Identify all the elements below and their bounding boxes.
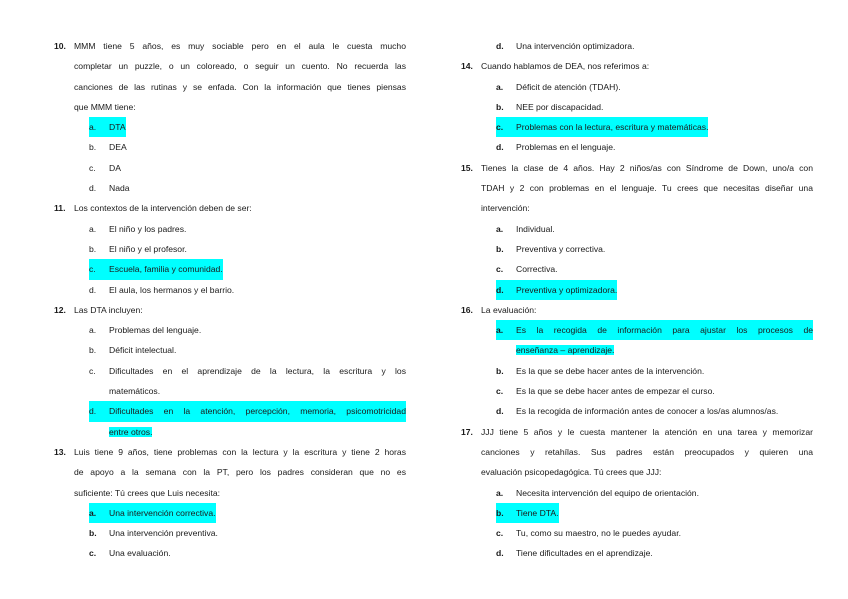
option-letter: d. xyxy=(496,548,504,559)
option-letter: d. xyxy=(496,284,504,295)
option-text-continued: matemáticos. xyxy=(109,386,161,397)
left-column xyxy=(54,36,406,564)
question-10 xyxy=(54,36,406,56)
option-text: El niño y el profesor. xyxy=(109,243,187,254)
option-letter: d. xyxy=(89,183,97,194)
question-text: La evaluación: xyxy=(481,304,537,315)
option-letter: c. xyxy=(89,365,96,376)
option-letter: b. xyxy=(496,365,504,376)
option-text: El aula, los hermanos y el barrio. xyxy=(109,284,235,295)
question-11 xyxy=(54,198,406,218)
option-letter: d. xyxy=(496,406,504,417)
question-text-line: suficiente: Tú crees que Luis necesita: xyxy=(74,487,221,498)
option-letter: c. xyxy=(496,264,504,275)
answer-option-d[interactable] xyxy=(461,36,813,56)
answer-option-b[interactable] xyxy=(54,137,406,157)
answer-option-b[interactable] xyxy=(461,503,813,523)
answer-highlight xyxy=(496,117,708,137)
option-text: Una intervención preventiva. xyxy=(109,528,218,539)
answer-option-d[interactable] xyxy=(54,280,406,300)
option-letter: c. xyxy=(496,122,504,133)
answer-option-b[interactable] xyxy=(54,239,406,259)
option-text: Escuela, familia y comunidad. xyxy=(109,264,223,275)
answer-option-a[interactable] xyxy=(461,219,813,239)
answer-option-b[interactable] xyxy=(54,340,406,360)
option-letter: b. xyxy=(496,101,504,112)
question-13 xyxy=(54,442,406,462)
option-letter: c. xyxy=(496,386,504,397)
option-text: Correctiva. xyxy=(516,264,558,275)
option-text: Es la recogida de información para ajustar los procesos de xyxy=(516,325,813,336)
answer-option-c[interactable] xyxy=(461,523,813,543)
question-number: 16. xyxy=(461,304,473,315)
option-letter: c. xyxy=(496,528,504,539)
question-text-line: canciones de las rutinas y se enfada. Con la información que tienes piensas xyxy=(74,81,406,92)
option-letter: b. xyxy=(89,345,97,356)
answer-option-b[interactable] xyxy=(461,361,813,381)
option-letter: a. xyxy=(496,223,504,234)
question-number: 12. xyxy=(54,304,66,315)
option-text: DEA xyxy=(109,142,127,153)
option-text: Tiene DTA. xyxy=(516,507,559,518)
option-letter: a. xyxy=(89,223,97,234)
answer-option-a[interactable] xyxy=(54,117,406,137)
question-text-line: JJJ tiene 5 años y le cuesta mantener la atención en una tarea y memorizar xyxy=(481,426,813,437)
answer-option-d[interactable] xyxy=(54,401,406,421)
option-letter: b. xyxy=(89,142,97,153)
option-letter: b. xyxy=(89,243,97,254)
option-letter: a. xyxy=(496,487,504,498)
right-column xyxy=(461,36,813,564)
answer-highlight xyxy=(496,280,617,300)
option-letter: b. xyxy=(89,528,97,539)
question-number: 13. xyxy=(54,446,66,457)
answer-option-d[interactable] xyxy=(461,401,813,421)
answer-option-c[interactable] xyxy=(54,158,406,178)
option-letter: c. xyxy=(89,162,96,173)
question-number: 11. xyxy=(54,203,66,214)
question-12 xyxy=(54,300,406,320)
answer-option-c[interactable] xyxy=(461,381,813,401)
option-letter: d. xyxy=(496,41,504,51)
answer-highlight xyxy=(89,503,216,523)
answer-option-d[interactable] xyxy=(54,178,406,198)
question-number: 14. xyxy=(461,61,473,72)
answer-highlight xyxy=(496,503,559,523)
answer-option-a[interactable] xyxy=(461,320,813,340)
option-text: NEE por discapacidad. xyxy=(516,101,604,112)
option-text-continued xyxy=(461,340,813,360)
question-16 xyxy=(461,300,813,320)
answer-highlight: entre otros. xyxy=(109,426,153,437)
option-letter: a. xyxy=(496,325,504,336)
answer-option-a[interactable] xyxy=(54,219,406,239)
answer-option-d[interactable] xyxy=(461,543,813,563)
option-text: El niño y los padres. xyxy=(109,223,187,234)
question-text-line: completar un puzzle, o un coloreado, o seguir un cuento. No recuerda las xyxy=(74,61,406,72)
option-text: Problemas del lenguaje. xyxy=(109,325,202,336)
option-text: Tiene dificultades en el aprendizaje. xyxy=(516,548,653,559)
option-letter: a. xyxy=(89,122,97,133)
question-14 xyxy=(461,56,813,76)
answer-highlight xyxy=(89,401,406,421)
answer-highlight xyxy=(496,320,813,340)
option-letter: d. xyxy=(89,284,97,295)
answer-option-c[interactable] xyxy=(461,117,813,137)
option-letter: b. xyxy=(496,507,504,518)
question-text-line: intervención: xyxy=(481,203,530,214)
answer-option-d[interactable] xyxy=(461,137,813,157)
option-text: Problemas en el lenguaje. xyxy=(516,142,616,153)
option-text: Individual. xyxy=(516,223,555,234)
option-letter: c. xyxy=(89,548,97,559)
option-text: Dificultades en la atención, percepción, memoria, psicomotricidad xyxy=(109,406,406,417)
answer-option-c[interactable] xyxy=(54,259,406,279)
question-15 xyxy=(461,158,813,178)
option-text: Una evaluación. xyxy=(109,548,171,559)
question-text-line: Tienes la clase de 4 años. Hay 2 niños/as con Síndrome de Down, uno/a con xyxy=(481,162,813,173)
answer-option-a[interactable] xyxy=(461,483,813,503)
option-letter: a. xyxy=(89,507,97,518)
answer-option-d[interactable] xyxy=(461,280,813,300)
option-text: Es la que se debe hacer antes de la intervención. xyxy=(516,365,705,376)
option-text: Es la recogida de información antes de conocer a los/as alumnos/as. xyxy=(516,406,779,417)
option-text: Preventiva y optimizadora. xyxy=(516,284,618,295)
question-text-line: que MMM tiene: xyxy=(74,101,136,112)
answer-option-a[interactable] xyxy=(54,320,406,340)
question-text-line: MMM tiene 5 años, es muy sociable pero en el aula le cuesta mucho xyxy=(74,41,406,51)
question-text-line: Luis tiene 9 años, tiene problemas con la lectura y la escritura y tiene 2 horas xyxy=(74,446,406,457)
option-text: DA xyxy=(109,162,121,173)
question-text: Las DTA incluyen: xyxy=(74,304,143,315)
answer-option-c[interactable] xyxy=(54,543,406,563)
question-text-line: TDAH y 2 con problemas en el lenguaje. Tu crees que necesitas diseñar una xyxy=(481,183,813,194)
question-text-line: canciones y retahílas. Sus padres están preocupados y quieren una xyxy=(481,446,813,457)
option-letter: a. xyxy=(496,81,504,92)
option-text: Es la que se debe hacer antes de empezar el curso. xyxy=(516,386,715,397)
option-letter: d. xyxy=(89,406,97,417)
option-letter: a. xyxy=(89,325,97,336)
question-number: 10. xyxy=(54,41,66,51)
question-text: Cuando hablamos de DEA, nos referimos a: xyxy=(481,61,650,72)
answer-option-c[interactable] xyxy=(461,259,813,279)
option-text: Déficit intelectual. xyxy=(109,345,177,356)
option-text: Déficit de atención (TDAH). xyxy=(516,81,621,92)
question-text-line: evaluación psicopedagógica. Tú crees que JJJ: xyxy=(481,467,662,478)
question-number: 17. xyxy=(461,426,473,437)
option-text: Nada xyxy=(109,183,130,194)
question-text-line: de apoyo a la semana con la PT, pero los padres consideran que no es xyxy=(74,467,406,478)
option-text-continued xyxy=(54,422,406,442)
answer-option-a[interactable] xyxy=(54,503,406,523)
option-text: DTA xyxy=(109,122,126,133)
option-text: Una intervención optimizadora. xyxy=(516,41,635,51)
answer-option-a[interactable] xyxy=(461,77,813,97)
answer-highlight xyxy=(89,117,126,137)
answer-highlight: enseñanza – aprendizaje. xyxy=(516,345,615,356)
option-letter: d. xyxy=(496,142,504,153)
question-number: 15. xyxy=(461,162,473,173)
option-text: Tu, como su maestro, no le puedes ayudar. xyxy=(516,528,681,539)
answer-option-b[interactable] xyxy=(461,97,813,117)
option-text: Necesita intervención del equipo de orientación. xyxy=(516,487,699,498)
option-text: Dificultades en el aprendizaje de la lectura, la escritura y los xyxy=(109,365,406,376)
answer-option-b[interactable] xyxy=(54,523,406,543)
option-text: Problemas con la lectura, escritura y matemáticas. xyxy=(516,122,709,133)
answer-option-c[interactable] xyxy=(54,361,406,381)
answer-highlight xyxy=(89,259,223,279)
option-text: Preventiva y correctiva. xyxy=(516,243,606,254)
option-text: Una intervención correctiva. xyxy=(109,507,216,518)
option-letter: c. xyxy=(89,264,96,275)
question-text: Los contextos de la intervención deben de ser: xyxy=(74,203,252,214)
question-17 xyxy=(461,422,813,442)
answer-option-b[interactable] xyxy=(461,239,813,259)
option-letter: b. xyxy=(496,243,504,254)
